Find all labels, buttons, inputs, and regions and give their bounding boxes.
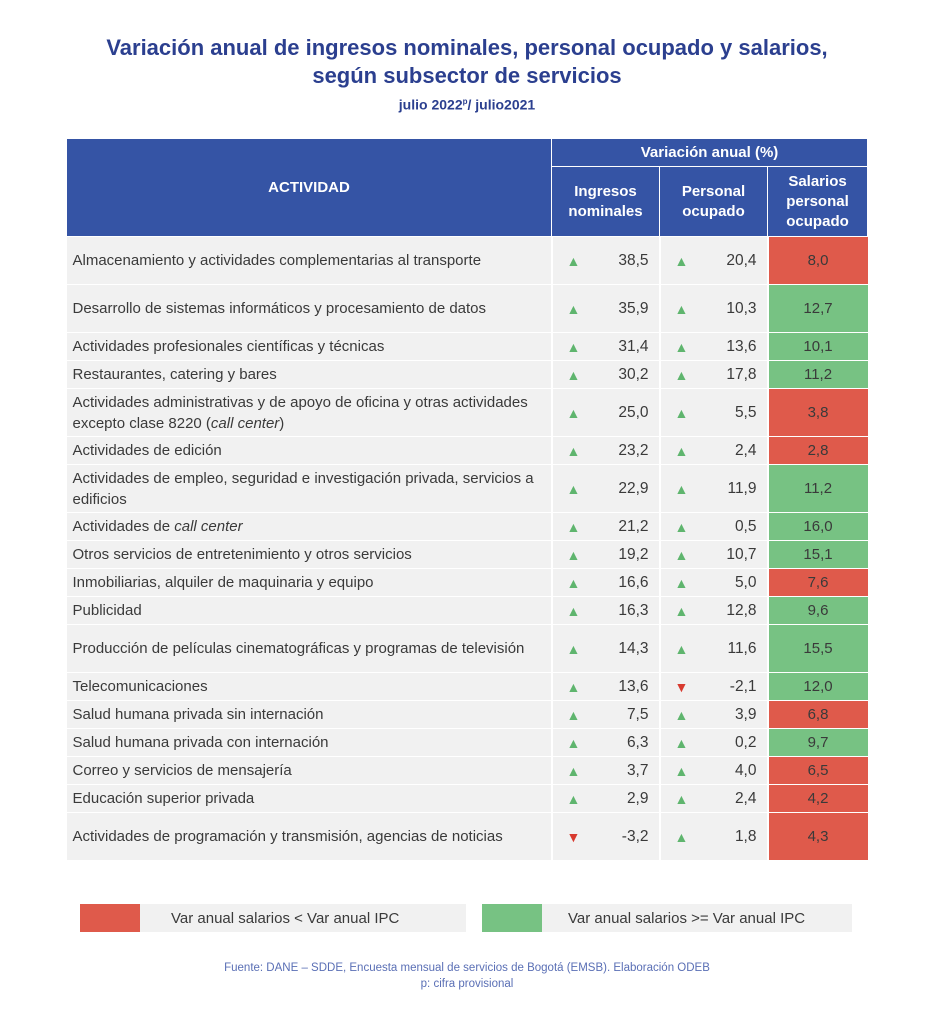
actividad-text: Salud humana privada con internación xyxy=(72,734,329,751)
cell-actividad xyxy=(67,785,552,813)
cell-actividad xyxy=(67,597,552,625)
personal-value: -2,1 xyxy=(729,677,757,695)
table-row xyxy=(67,285,868,333)
table-row xyxy=(67,333,868,361)
cell-salarios: 15,5 xyxy=(768,625,868,673)
cell-ingresos xyxy=(552,625,660,673)
personal-value: 13,6 xyxy=(726,337,757,355)
personal-value: 11,6 xyxy=(727,639,757,657)
cell-ingresos xyxy=(552,437,660,465)
cell-salarios: 16,0 xyxy=(768,513,868,541)
personal-value: 3,9 xyxy=(734,705,757,723)
cell-ingresos xyxy=(552,333,660,361)
ingresos-value: 7,5 xyxy=(626,705,649,723)
header-ingresos xyxy=(552,167,660,237)
page-title xyxy=(0,34,934,90)
triangle-up-icon: ▲ xyxy=(674,442,689,459)
actividad-text: Salud humana privada sin internación xyxy=(72,706,324,723)
actividad-text: Inmobiliarias, alquiler de maquinaria y equipo xyxy=(72,574,374,591)
ingresos-value: 22,9 xyxy=(618,479,649,497)
triangle-up-icon: ▲ xyxy=(674,404,689,421)
cell-personal xyxy=(660,597,768,625)
ingresos-value: 30,2 xyxy=(618,365,649,383)
cell-ingresos xyxy=(552,673,660,701)
cell-salarios: 3,8 xyxy=(768,389,868,437)
cell-salarios: 15,1 xyxy=(768,541,868,569)
triangle-up-icon: ▲ xyxy=(566,338,581,355)
cell-actividad xyxy=(67,757,552,785)
cell-personal xyxy=(660,361,768,389)
header-variacion: Variación anual (%) xyxy=(552,139,868,167)
triangle-up-icon: ▲ xyxy=(566,734,581,751)
ingresos-value: 6,3 xyxy=(626,733,649,751)
triangle-up-icon: ▲ xyxy=(674,734,689,751)
cell-salarios: 4,3 xyxy=(768,813,868,861)
cell-salarios: 8,0 xyxy=(768,237,868,285)
cell-actividad xyxy=(67,285,552,333)
cell-personal xyxy=(660,813,768,861)
table-row xyxy=(67,729,868,757)
cell-ingresos xyxy=(552,361,660,389)
actividad-text: Publicidad xyxy=(72,602,142,619)
header-personal-l2: ocupado xyxy=(682,202,745,220)
footer-note: p: cifra provisional xyxy=(420,978,514,990)
table-row xyxy=(67,237,868,285)
period-sup: p xyxy=(462,97,468,106)
cell-personal xyxy=(660,569,768,597)
cell-ingresos xyxy=(552,813,660,861)
ingresos-value: -3,2 xyxy=(621,827,649,845)
triangle-up-icon: ▲ xyxy=(566,706,581,723)
triangle-up-icon: ▲ xyxy=(674,300,689,317)
personal-value: 17,8 xyxy=(726,365,757,383)
ingresos-value: 31,4 xyxy=(618,337,649,355)
legend-item-red xyxy=(80,904,466,932)
triangle-down-icon: ▼ xyxy=(674,678,689,695)
cell-personal xyxy=(660,625,768,673)
cell-salarios: 9,6 xyxy=(768,597,868,625)
cell-salarios: 6,8 xyxy=(768,701,868,729)
actividad-text: Otros servicios de entretenimiento y otros servicios xyxy=(72,546,412,563)
cell-ingresos xyxy=(552,597,660,625)
cell-personal xyxy=(660,729,768,757)
personal-value: 20,4 xyxy=(726,251,757,269)
cell-personal xyxy=(660,701,768,729)
ingresos-value: 16,3 xyxy=(618,601,649,619)
personal-value: 1,8 xyxy=(734,827,757,845)
cell-actividad xyxy=(67,361,552,389)
ingresos-value: 16,6 xyxy=(618,573,649,591)
cell-ingresos xyxy=(552,513,660,541)
cell-personal xyxy=(660,465,768,513)
header-ingresos-l2: nominales xyxy=(568,202,643,220)
actividad-text: Actividades de programación y transmisión, agencias de noticias xyxy=(72,828,503,845)
cell-ingresos xyxy=(552,785,660,813)
triangle-up-icon: ▲ xyxy=(674,790,689,807)
table-row xyxy=(67,785,868,813)
table-body xyxy=(67,237,868,861)
table-row xyxy=(67,701,868,729)
cell-personal xyxy=(660,513,768,541)
triangle-up-icon: ▲ xyxy=(674,762,689,779)
triangle-up-icon: ▲ xyxy=(566,762,581,779)
personal-value: 5,5 xyxy=(734,403,757,421)
personal-value: 11,9 xyxy=(727,479,757,497)
cell-actividad xyxy=(67,389,552,437)
cell-actividad xyxy=(67,729,552,757)
legend-label-green: Var anual salarios >= Var anual IPC xyxy=(568,909,806,927)
table-row xyxy=(67,437,868,465)
period-subtitle xyxy=(0,92,934,115)
cell-salarios: 9,7 xyxy=(768,729,868,757)
cell-ingresos xyxy=(552,285,660,333)
table-row xyxy=(67,513,868,541)
actividad-text: Producción de películas cinematográficas y programas de televisión xyxy=(72,640,525,657)
actividad-text: Actividades profesionales científicas y técnicas xyxy=(72,338,385,355)
triangle-up-icon: ▲ xyxy=(566,518,581,535)
cell-salarios: 12,7 xyxy=(768,285,868,333)
cell-personal xyxy=(660,389,768,437)
triangle-up-icon: ▲ xyxy=(566,300,581,317)
actividad-text: Correo y servicios de mensajería xyxy=(72,762,292,779)
actividad-text: Restaurantes, catering y bares xyxy=(72,366,277,383)
cell-personal xyxy=(660,785,768,813)
personal-value: 5,0 xyxy=(734,573,757,591)
legend-label-red: Var anual salarios < Var anual IPC xyxy=(171,909,400,927)
cell-salarios: 11,2 xyxy=(768,465,868,513)
table-row xyxy=(67,673,868,701)
cell-ingresos xyxy=(552,541,660,569)
cell-ingresos xyxy=(552,389,660,437)
triangle-up-icon: ▲ xyxy=(566,546,581,563)
cell-salarios: 11,2 xyxy=(768,361,868,389)
actividad-emphasis: call center xyxy=(210,414,280,432)
personal-value: 12,8 xyxy=(726,601,757,619)
triangle-up-icon: ▲ xyxy=(674,252,689,269)
header-salarios xyxy=(768,167,868,237)
cell-actividad xyxy=(67,569,552,597)
cell-salarios: 10,1 xyxy=(768,333,868,361)
triangle-up-icon: ▲ xyxy=(566,366,581,383)
header-salarios-l3: ocupado xyxy=(786,212,849,230)
actividad-tail: ) xyxy=(279,414,285,432)
cell-ingresos xyxy=(552,569,660,597)
triangle-up-icon: ▲ xyxy=(674,574,689,591)
title-block xyxy=(0,34,934,115)
triangle-up-icon: ▲ xyxy=(674,480,689,497)
legend-swatch-red xyxy=(80,904,140,932)
cell-personal xyxy=(660,333,768,361)
title-line-2: según subsector de servicios xyxy=(312,63,622,88)
triangle-up-icon: ▲ xyxy=(566,404,581,421)
ingresos-value: 2,9 xyxy=(626,789,649,807)
ingresos-value: 14,3 xyxy=(618,639,649,657)
legend-gap xyxy=(466,904,482,932)
triangle-down-icon: ▼ xyxy=(566,828,581,845)
triangle-up-icon: ▲ xyxy=(566,252,581,269)
table-row xyxy=(67,541,868,569)
ingresos-value: 38,5 xyxy=(618,251,649,269)
triangle-up-icon: ▲ xyxy=(566,442,581,459)
table-row xyxy=(67,597,868,625)
period-suffix: / julio2021 xyxy=(467,96,536,113)
cell-actividad xyxy=(67,701,552,729)
cell-salarios: 6,5 xyxy=(768,757,868,785)
cell-personal xyxy=(660,285,768,333)
triangle-up-icon: ▲ xyxy=(674,828,689,845)
triangle-up-icon: ▲ xyxy=(674,338,689,355)
cell-personal xyxy=(660,437,768,465)
header-personal xyxy=(660,167,768,237)
personal-value: 2,4 xyxy=(734,789,757,807)
cell-actividad xyxy=(67,813,552,861)
triangle-up-icon: ▲ xyxy=(674,640,689,657)
cell-ingresos xyxy=(552,237,660,285)
personal-value: 0,5 xyxy=(734,517,757,535)
actividad-text: Almacenamiento y actividades complementarias al transporte xyxy=(72,252,482,269)
ingresos-value: 21,2 xyxy=(618,517,649,535)
triangle-up-icon: ▲ xyxy=(674,518,689,535)
cell-actividad xyxy=(67,333,552,361)
personal-value: 2,4 xyxy=(734,441,757,459)
legend-swatch-green xyxy=(482,904,542,932)
cell-actividad xyxy=(67,237,552,285)
cell-personal xyxy=(660,673,768,701)
table-row xyxy=(67,625,868,673)
ingresos-value: 19,2 xyxy=(618,545,649,563)
triangle-up-icon: ▲ xyxy=(566,790,581,807)
triangle-up-icon: ▲ xyxy=(566,574,581,591)
title-line-1: Variación anual de ingresos nominales, personal ocupado y salarios, xyxy=(106,35,828,60)
table-row xyxy=(67,569,868,597)
table-row xyxy=(67,813,868,861)
cell-personal xyxy=(660,757,768,785)
table-row xyxy=(67,389,868,437)
triangle-up-icon: ▲ xyxy=(674,706,689,723)
cell-actividad xyxy=(67,541,552,569)
ingresos-value: 35,9 xyxy=(618,299,649,317)
cell-personal xyxy=(660,237,768,285)
table-row xyxy=(67,361,868,389)
actividad-text: Actividades de xyxy=(72,518,175,535)
header-personal-l1: Personal xyxy=(681,182,746,200)
table-row xyxy=(67,465,868,513)
cell-actividad xyxy=(67,673,552,701)
ingresos-value: 3,7 xyxy=(626,761,649,779)
cell-salarios: 7,6 xyxy=(768,569,868,597)
personal-value: 0,2 xyxy=(734,733,757,751)
ingresos-value: 13,6 xyxy=(618,677,649,695)
triangle-up-icon: ▲ xyxy=(674,602,689,619)
table-row xyxy=(67,757,868,785)
cell-salarios: 4,2 xyxy=(768,785,868,813)
actividad-emphasis: call center xyxy=(174,518,243,535)
header-salarios-l2: personal xyxy=(786,192,849,210)
personal-value: 4,0 xyxy=(734,761,757,779)
cell-ingresos xyxy=(552,701,660,729)
triangle-up-icon: ▲ xyxy=(566,602,581,619)
cell-actividad xyxy=(67,625,552,673)
legend-item-green xyxy=(482,904,852,932)
period-prefix: julio 2022 xyxy=(398,96,463,113)
triangle-up-icon: ▲ xyxy=(566,480,581,497)
personal-value: 10,3 xyxy=(726,299,757,317)
cell-salarios: 12,0 xyxy=(768,673,868,701)
triangle-up-icon: ▲ xyxy=(566,640,581,657)
cell-personal xyxy=(660,541,768,569)
header-salarios-l1: Salarios xyxy=(788,172,847,190)
header-actividad: ACTIVIDAD xyxy=(67,139,552,237)
cell-actividad xyxy=(67,465,552,513)
footer-source: Fuente: DANE – SDDE, Encuesta mensual de servicios de Bogotá (EMSB). Elaboración ODEB xyxy=(224,962,710,974)
cell-actividad xyxy=(67,513,552,541)
triangle-up-icon: ▲ xyxy=(566,678,581,695)
cell-ingresos xyxy=(552,465,660,513)
legend xyxy=(80,904,852,932)
personal-value: 10,7 xyxy=(726,545,757,563)
actividad-text: Desarrollo de sistemas informáticos y procesamiento de datos xyxy=(72,300,487,317)
cell-salarios: 2,8 xyxy=(768,437,868,465)
actividad-text: Educación superior privada xyxy=(72,790,255,807)
header-ingresos-l1: Ingresos xyxy=(574,182,637,200)
triangle-up-icon: ▲ xyxy=(674,366,689,383)
ingresos-value: 23,2 xyxy=(618,441,649,459)
data-table xyxy=(66,138,868,861)
cell-actividad xyxy=(67,437,552,465)
actividad-text: Actividades administrativas y de apoyo de oficina y otras actividades excepto clase 8220 ( xyxy=(72,393,528,432)
cell-ingresos xyxy=(552,729,660,757)
cell-ingresos xyxy=(552,757,660,785)
actividad-text: Telecomunicaciones xyxy=(72,678,208,695)
actividad-text: Actividades de edición xyxy=(72,442,222,459)
ingresos-value: 25,0 xyxy=(618,403,649,421)
actividad-text: Actividades de empleo, seguridad e investigación privada, servicios a edificios xyxy=(72,469,534,508)
triangle-up-icon: ▲ xyxy=(674,546,689,563)
